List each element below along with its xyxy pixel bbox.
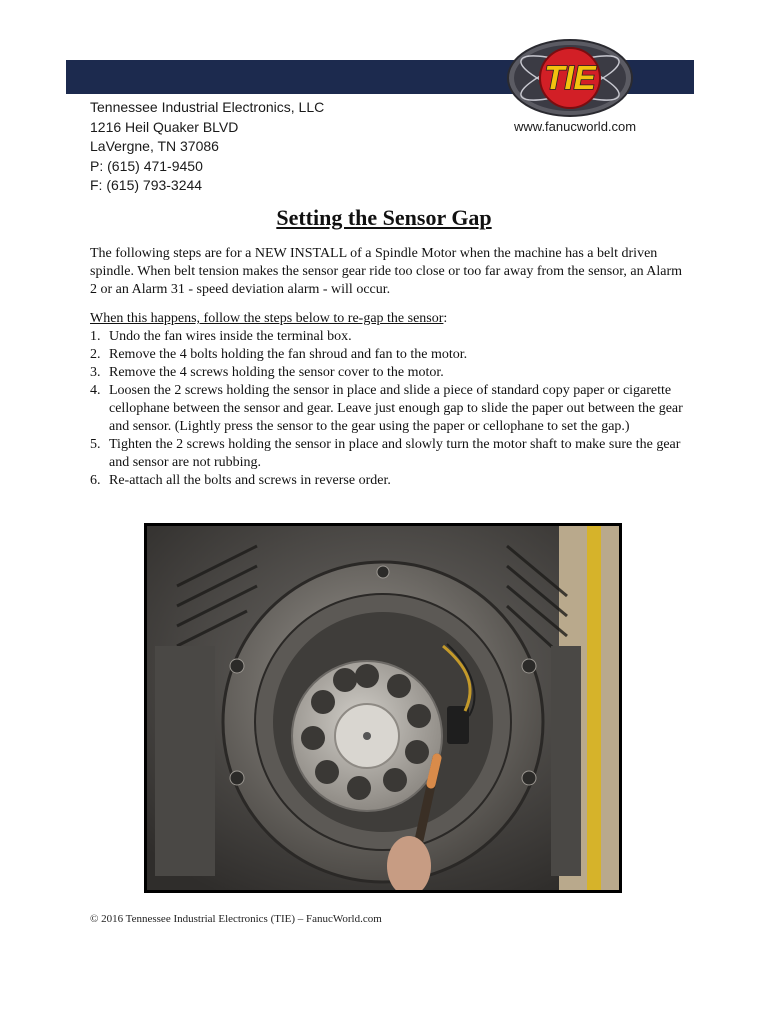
step-number: 6. xyxy=(90,473,101,488)
spindle-motor-illustration xyxy=(147,526,619,890)
step-item xyxy=(90,436,690,472)
step-text: Remove the 4 bolts holding the fan shroud and fan to the motor. xyxy=(109,347,468,362)
step-number: 4. xyxy=(90,383,101,398)
intro-paragraph: The following steps are for a NEW INSTALL of a Spindle Motor when the machine has a belt driven spindle. When belt tension makes the sensor gear ride too close or too far away from the sensor, an Alarm 2 or an Alarm 31 - speed deviation alarm - will occur. xyxy=(90,246,683,297)
step-number: 3. xyxy=(90,365,101,380)
steps-heading xyxy=(90,310,447,328)
company-phone: P: (615) 471-9450 xyxy=(90,157,203,174)
step-text: Undo the fan wires inside the terminal box. xyxy=(109,329,352,344)
company-city: LaVergne, TN 37086 xyxy=(90,138,219,154)
tie-logo xyxy=(506,38,634,118)
step-text: Remove the 4 screws holding the sensor cover to the motor. xyxy=(109,365,444,380)
step-number: 1. xyxy=(90,329,101,344)
step-item xyxy=(90,382,690,436)
step-item xyxy=(90,328,690,346)
logo-text: TIE xyxy=(544,59,596,96)
step-text: Re-attach all the bolts and screws in reverse order. xyxy=(109,473,391,488)
page-title: Setting the Sensor Gap xyxy=(276,205,492,230)
step-item xyxy=(90,472,690,490)
steps-heading-colon: : xyxy=(443,311,448,326)
step-item xyxy=(90,346,690,364)
steps-list xyxy=(90,328,690,490)
step-text: Loosen the 2 screws holding the sensor in place and slide a piece of standard copy paper or cigarette cellophane between the sensor and gear. Leave just enough gap to slide the paper out between the gear and sensor. (Lightly press the sensor to the gear using the paper or cellophane to set the gap.) xyxy=(109,383,683,434)
company-fax: F: (615) 793-3244 xyxy=(90,177,203,193)
step-item xyxy=(90,364,690,382)
spindle-motor-photo xyxy=(144,523,622,893)
company-name: Tennessee Industrial Electronics, LLC xyxy=(90,99,325,115)
step-text: Tighten the 2 screws holding the sensor in place and slowly turn the motor shaft to make sure the gear and sensor are not rubbing. xyxy=(109,437,681,470)
steps-heading-text: When this happens, follow the steps below to re-gap the sensor xyxy=(90,311,444,326)
footer-copyright: © 2016 Tennessee Industrial Electronics (TIE) – FanucWorld.com xyxy=(90,913,382,925)
step-number: 5. xyxy=(90,437,101,452)
website-link[interactable]: www.fanucworld.com xyxy=(514,119,637,134)
company-street: 1216 Heil Quaker BLVD xyxy=(90,118,239,135)
company-address-block xyxy=(90,98,324,196)
step-number: 2. xyxy=(90,347,101,362)
